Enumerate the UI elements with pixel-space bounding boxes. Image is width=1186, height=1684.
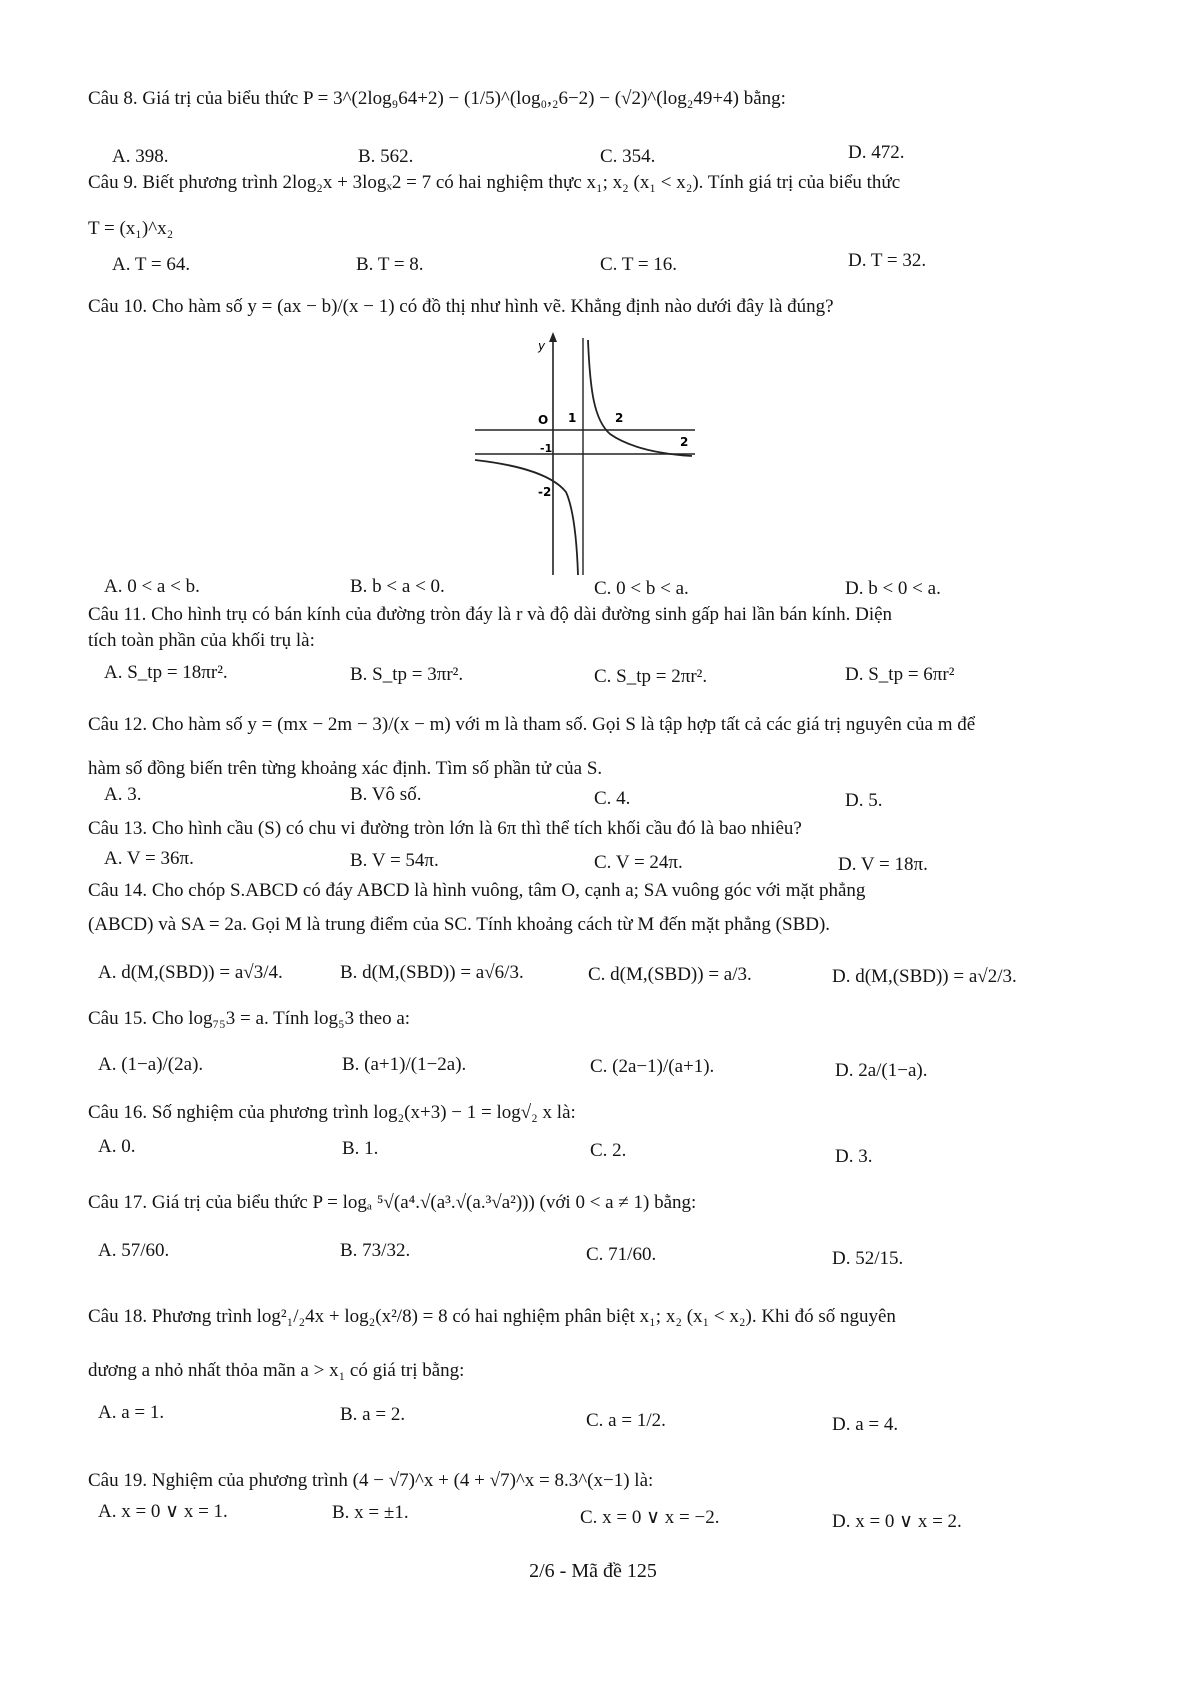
q12-option-b: B. Vô số. [350, 784, 422, 805]
label-y-minus-2: -2 [538, 485, 552, 499]
q15-option-b: B. (a+1)/(1−2a). [342, 1054, 467, 1075]
q11-option-c: C. S_tp = 2πr². [594, 666, 708, 687]
q14-option-c: C. d(M,(SBD)) = a/3. [588, 964, 752, 985]
question-9-stem-cont: T = (x₁)^x₂ [88, 218, 174, 239]
question-9-stem: Câu 9. Biết phương trình 2log₂x + 3logₓ2 = 7 có hai nghiệm thực x₁; x₂ (x₁ < x₂). Tính giá trị của biểu thức [88, 172, 901, 193]
label-x2: 2 [615, 411, 624, 425]
q9-option-c: C. T = 16. [600, 254, 678, 275]
q15-option-c: C. (2a−1)/(a+1). [590, 1056, 715, 1077]
question-12-stem-cont: hàm số đồng biến trên từng khoảng xác định. Tìm số phần tử của S. [88, 758, 603, 779]
q9-option-a: A. T = 64. [112, 254, 191, 275]
q18-option-c: C. a = 1/2. [586, 1410, 666, 1431]
q9-option-d: D. T = 32. [848, 250, 927, 271]
q14-option-b: B. d(M,(SBD)) = a√6/3. [340, 962, 524, 983]
question-18-stem-cont: dương a nhỏ nhất thỏa mãn a > x₁ có giá trị bằng: [88, 1360, 465, 1381]
q13-option-d: D. V = 18π. [838, 854, 928, 875]
q13-option-a: A. V = 36π. [104, 848, 194, 869]
q16-option-d: D. 3. [835, 1146, 873, 1167]
q9-option-b: B. T = 8. [356, 254, 424, 275]
question-14-stem: Câu 14. Cho chóp S.ABCD có đáy ABCD là hình vuông, tâm O, cạnh a; SA vuông góc với mặt phẳng [88, 880, 866, 901]
q19-option-d: D. x = 0 ∨ x = 2. [832, 1511, 962, 1532]
q14-option-a: A. d(M,(SBD)) = a√3/4. [98, 962, 283, 983]
q15-option-a: A. (1−a)/(2a). [98, 1054, 204, 1075]
function-graph [470, 330, 700, 580]
q10-option-c: C. 0 < b < a. [594, 578, 689, 599]
q17-option-d: D. 52/15. [832, 1248, 904, 1269]
question-10-stem: Câu 10. Cho hàm số y = (ax − b)/(x − 1) có đồ thị như hình vẽ. Khẳng định nào dưới đây là đúng? [88, 296, 834, 317]
q18-option-d: D. a = 4. [832, 1414, 899, 1435]
q14-option-d: D. d(M,(SBD)) = a√2/3. [832, 966, 1017, 987]
q19-option-a: A. x = 0 ∨ x = 1. [98, 1501, 228, 1522]
q18-option-b: B. a = 2. [340, 1404, 406, 1425]
q17-option-c: C. 71/60. [586, 1244, 657, 1265]
question-14-stem-cont: (ABCD) và SA = 2a. Gọi M là trung điểm của SC. Tính khoảng cách từ M đến mặt phẳng (SBD). [88, 914, 831, 935]
question-12-stem: Câu 12. Cho hàm số y = (mx − 2m − 3)/(x − m) với m là tham số. Gọi S là tập hợp tất cả các giá trị nguyên của m để [88, 714, 976, 735]
q13-option-c: C. V = 24π. [594, 852, 683, 873]
q8-option-d: D. 472. [848, 142, 905, 163]
left-branch [475, 460, 578, 575]
label-origin: O [538, 413, 549, 427]
q16-option-b: B. 1. [342, 1138, 379, 1159]
q12-option-d: D. 5. [845, 790, 883, 811]
page-footer: 2/6 - Mã đề 125 [529, 1560, 657, 1582]
q8-option-a: A. 398. [112, 146, 169, 167]
q16-option-a: A. 0. [98, 1136, 136, 1157]
y-axis-label: y [538, 339, 546, 353]
q10-option-b: B. b < a < 0. [350, 576, 445, 597]
q18-option-a: A. a = 1. [98, 1402, 165, 1423]
question-13-stem: Câu 13. Cho hình cầu (S) có chu vi đường tròn lớn là 6π thì thể tích khối cầu đó là bao nhiêu? [88, 818, 802, 839]
q15-option-d: D. 2a/(1−a). [835, 1060, 928, 1081]
q10-option-a: A. 0 < a < b. [104, 576, 200, 597]
question-11-stem: Câu 11. Cho hình trụ có bán kính của đường tròn đáy là r và độ dài đường sinh gấp hai lần bán kính. Diện [88, 604, 893, 625]
label-right: 2 [680, 435, 689, 449]
question-17-stem: Câu 17. Giá trị của biểu thức P = logₐ ⁵√(a⁴.√(a³.√(a.³√a²))) (với 0 < a ≠ 1) bằng: [88, 1192, 697, 1213]
label-x1: 1 [568, 411, 577, 425]
q17-option-b: B. 73/32. [340, 1240, 411, 1261]
q10-option-d: D. b < 0 < a. [845, 578, 941, 599]
q8-option-c: C. 354. [600, 146, 656, 167]
question-19-stem: Câu 19. Nghiệm của phương trình (4 − √7)^x + (4 + √7)^x = 8.3^(x−1) là: [88, 1470, 654, 1491]
right-branch [588, 340, 692, 456]
question-16-stem: Câu 16. Số nghiệm của phương trình log₂(x+3) − 1 = log√₂ x là: [88, 1102, 576, 1123]
q17-option-a: A. 57/60. [98, 1240, 170, 1261]
q11-option-a: A. S_tp = 18πr². [104, 662, 228, 683]
question-18-stem: Câu 18. Phương trình log²₁/₂4x + log₂(x²/8) = 8 có hai nghiệm phân biệt x₁; x₂ (x₁ < x₂). Khi đó số nguyên [88, 1306, 896, 1327]
q11-option-b: B. S_tp = 3πr². [350, 664, 464, 685]
q16-option-c: C. 2. [590, 1140, 627, 1161]
question-11-stem-cont: tích toàn phần của khối trụ là: [88, 630, 315, 651]
question-15-stem: Câu 15. Cho log₇₅3 = a. Tính log₅3 theo a: [88, 1008, 411, 1029]
q13-option-b: B. V = 54π. [350, 850, 439, 871]
q12-option-a: A. 3. [104, 784, 142, 805]
q12-option-c: C. 4. [594, 788, 631, 809]
q19-option-c: C. x = 0 ∨ x = −2. [580, 1507, 720, 1528]
q19-option-b: B. x = ±1. [332, 1502, 409, 1523]
y-axis-arrow [549, 332, 557, 342]
q8-option-b: B. 562. [358, 146, 414, 167]
question-8-stem: Câu 8. Giá trị của biểu thức P = 3^(2log₉64+2) − (1/5)^(log₀,₂6−2) − (√2)^(log₂49+4) bằng: [88, 88, 786, 109]
q11-option-d: D. S_tp = 6πr² [845, 664, 955, 685]
label-y-minus-1: -1 [540, 442, 553, 455]
